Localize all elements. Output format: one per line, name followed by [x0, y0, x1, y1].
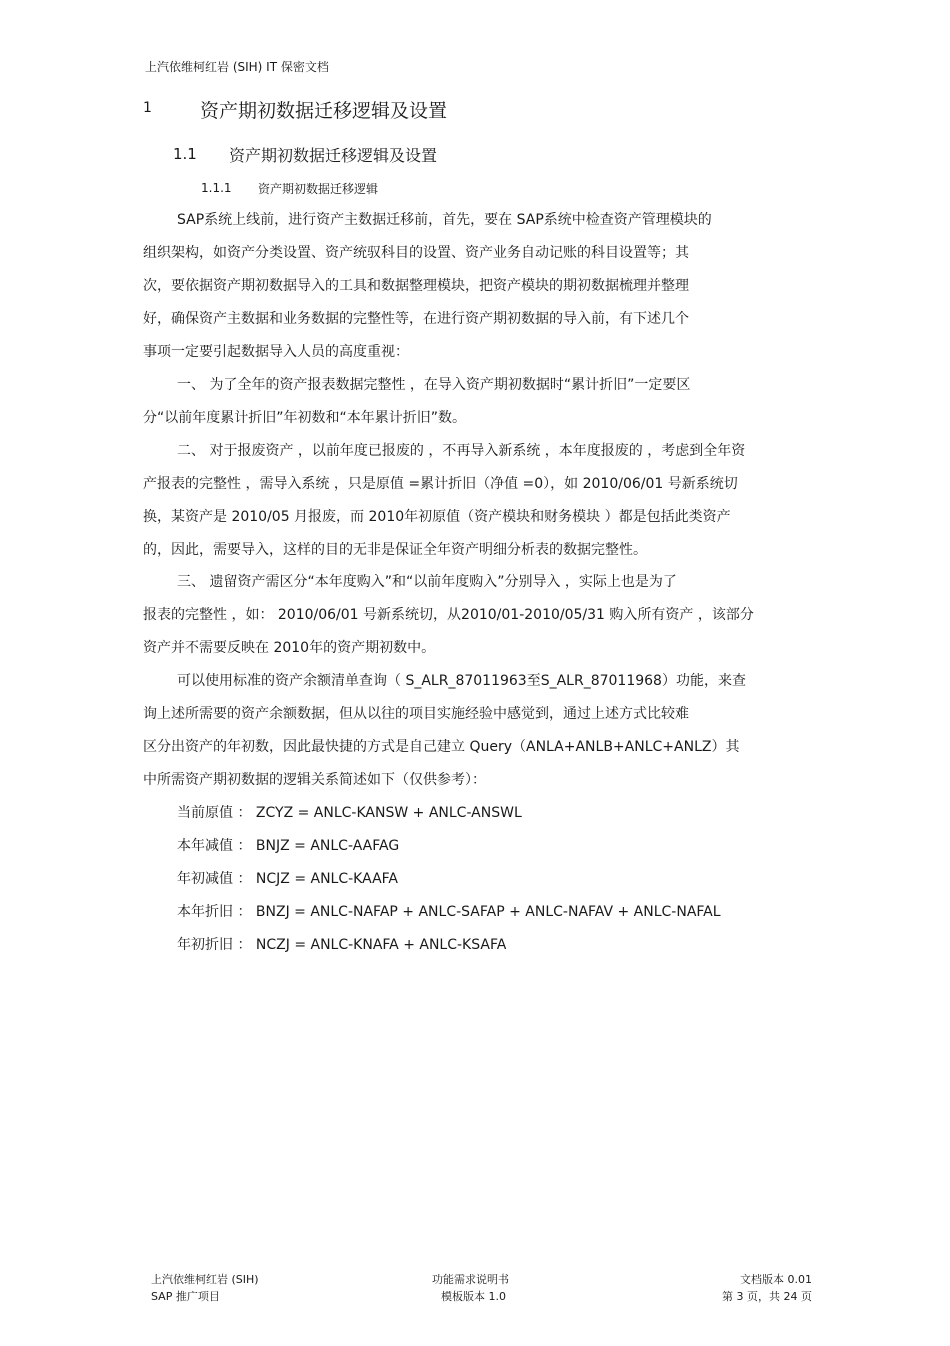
heading2-number: 1.1 — [173, 145, 197, 163]
heading3-title: 资产期初数据迁移逻辑 — [258, 182, 379, 196]
body-line: 资产并不需要反映在 2010年的资产期初数中。 — [143, 640, 436, 656]
heading1-number: 1 — [143, 100, 152, 116]
body-line: 分“以前年度累计折旧”年初数和“本年累计折旧”数。 — [143, 410, 467, 426]
body-line: 报表的完整性 ，如： 2010/06/01 号新系统切，从2010/01-2010/05/31 购入所有资产 ，该部分 — [143, 607, 754, 623]
body-line: 好，确保资产主数据和业务数据的完整性等，在进行资产期初数据的导入前，有下述几个 — [143, 311, 689, 327]
footer-template-version: 模板版本 1.0 — [441, 1290, 506, 1303]
body-line: 事项一定要引起数据导入人员的高度重视： — [143, 344, 409, 360]
body-line: 换，某资产是 2010/05 月报废，而 2010年初原值（资产模块和财务模块 ）都是包括此类资产 — [143, 509, 731, 525]
body-line: 一、 为了全年的资产报表数据完整性 ，在导入资产期初数据时“累计折旧”一定要区 — [177, 377, 691, 393]
formula-line: 本年折旧 ： BNZJ = ANLC-NAFAP + ANLC-SAFAP + ANLC-NAFAV + ANLC-NAFAL — [177, 904, 721, 920]
body-line: 二、 对于报废资产 ，以前年度已报废的 ，不再导入新系统 ，本年度报废的 ，考虑到全年资 — [177, 443, 746, 459]
body-line: 组织架构，如资产分类设置、资产统驭科目的设置、资产业务自动记账的科目设置等；其 — [143, 245, 689, 261]
body-line: SAP系统上线前，进行资产主数据迁移前，首先，要在 SAP系统中检查资产管理模块的 — [177, 212, 712, 228]
document-header: 上汽依维柯红岩 (SIH) IT 保密文档 — [145, 60, 329, 74]
body-line: 三、 遗留资产需区分“本年度购入”和“以前年度购入”分别导入 ，实际上也是为了 — [177, 574, 677, 590]
footer-doc-type: 功能需求说明书 — [432, 1273, 509, 1286]
footer-doc-version: 文档版本 0.01 — [740, 1273, 812, 1286]
body-line: 的，因此，需要导入，这样的目的无非是保证全年资产明细分析表的数据完整性。 — [143, 542, 647, 558]
footer-page-number: 第 3 页，共 24 页 — [722, 1290, 812, 1303]
body-line: 区分出资产的年初数，因此最快捷的方式是自己建立 Query（ANLA+ANLB+ANLC+ANLZ）其 — [143, 739, 740, 755]
formula-line: 当前原值 ： ZCYZ = ANLC-KANSW + ANLC-ANSWL — [177, 805, 522, 821]
footer-company: 上汽依维柯红岩 (SIH) — [151, 1273, 259, 1286]
body-line: 询上述所需要的资产余额数据，但从以往的项目实施经验中感觉到，通过上述方式比较难 — [143, 706, 689, 722]
body-line: 次，要依据资产期初数据导入的工具和数据整理模块，把资产模块的期初数据梳理并整理 — [143, 278, 689, 294]
body-line: 可以使用标准的资产余额清单查询（ S_ALR_87011963至S_ALR_87011968）功能，来查 — [177, 673, 746, 689]
body-line: 中所需资产期初数据的逻辑关系简述如下（仅供参考）： — [143, 772, 486, 788]
body-line: 产报表的完整性 ，需导入系统 ，只是原值 =累计折旧（净值 =0），如 2010/06/01 号新系统切 — [143, 476, 738, 492]
heading2-title: 资产期初数据迁移逻辑及设置 — [229, 146, 438, 165]
formula-line: 年初折旧 ： NCZJ = ANLC-KNAFA + ANLC-KSAFA — [177, 937, 507, 953]
heading3-number: 1.1.1 — [201, 181, 232, 195]
formula-line: 本年减值 ： BNJZ = ANLC-AAFAG — [177, 838, 400, 854]
heading1-title: 资产期初数据迁移逻辑及设置 — [200, 100, 448, 122]
footer-project: SAP 推广项目 — [151, 1290, 220, 1303]
formula-line: 年初减值 ： NCJZ = ANLC-KAAFA — [177, 871, 398, 887]
